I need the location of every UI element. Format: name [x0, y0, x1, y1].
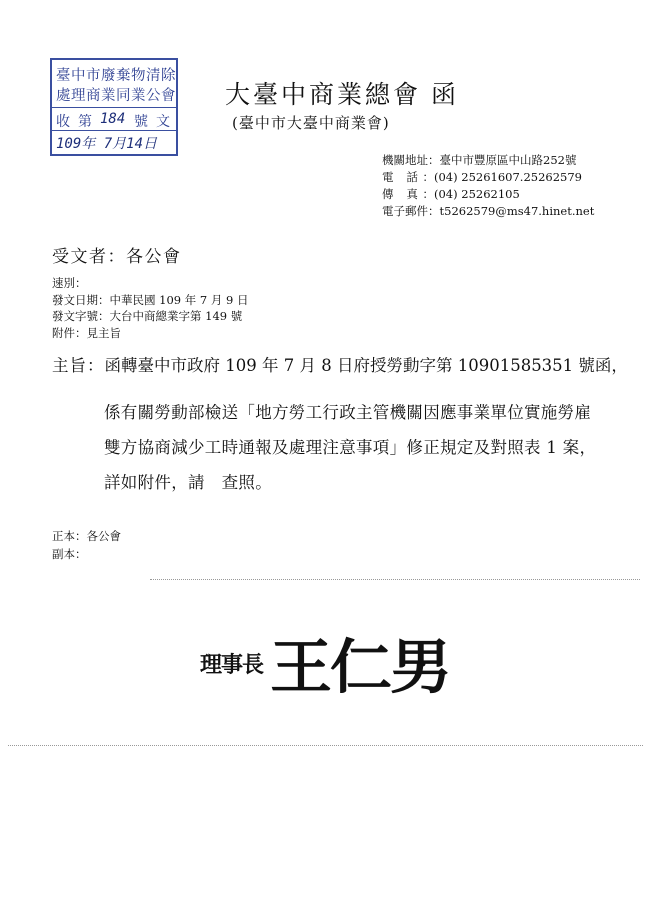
signature-title: 理事長 [200, 652, 264, 678]
contact-address [382, 152, 594, 169]
divider-top [150, 579, 640, 580]
phone-value: (04) 25261607.25262579 [434, 170, 582, 184]
document-meta [52, 275, 249, 341]
stamp-received-suffix: 文 [156, 114, 170, 130]
contact-phone [382, 169, 594, 186]
phone-label: 電 話： [382, 170, 434, 184]
meta-attachment: 附件：見主旨 [52, 325, 121, 340]
subject-line3: 雙方協商減少工時通報及處理注意事項」修正規定及對照表 1 案， [104, 438, 597, 457]
letterhead-subtitle: (臺中市大臺中商業會) [232, 114, 390, 132]
email-value: t5262579@ms47.hinet.net [439, 204, 595, 218]
received-stamp [50, 58, 178, 156]
address-value: 臺中市豐原區中山路252號 [439, 153, 577, 167]
address-label: 機關地址： [382, 153, 440, 167]
divider-bottom [8, 745, 643, 746]
stamp-received-row [52, 107, 176, 131]
stamp-received-number: 184 [100, 111, 126, 127]
subject-heading [52, 352, 628, 380]
stamp-received-prefix: 收 [56, 114, 70, 130]
subject-line4: 詳如附件，請 查照。 [104, 473, 272, 492]
stamp-date: 109年 7月14日 [56, 136, 158, 152]
contact-block [382, 152, 594, 220]
distribution-copy: 副本： [52, 547, 87, 561]
subject-label: 主旨： [52, 356, 105, 375]
fax-value: (04) 25262105 [434, 187, 520, 201]
stamp-received-mid1: 第 [78, 114, 92, 130]
letterhead-title [225, 75, 459, 111]
subject-line2: 係有關勞動部檢送「地方勞工行政主管機關因應事業單位實施勞雇 [104, 403, 592, 422]
contact-fax [382, 186, 594, 203]
subject-line1: 函轉臺中市政府 109 年 7 月 8 日府授勞動字第 10901585351 號函， [104, 356, 628, 375]
meta-speed: 速別： [52, 276, 87, 290]
distribution [52, 527, 121, 563]
recipient: 受文者：各公會 [52, 247, 182, 267]
org-name: 大臺中商業總會 [225, 80, 422, 109]
signature-seal: 王仁男 [270, 632, 451, 702]
meta-ref: 發文字號：大台中商總業字第 149 號 [52, 309, 243, 323]
stamp-org-line1: 臺中市廢棄物清除 [56, 68, 176, 84]
subject-body [104, 395, 596, 500]
stamp-received-mid2: 號 [134, 114, 148, 130]
meta-date: 發文日期：中華民國 109 年 7 月 9 日 [52, 292, 249, 307]
doc-type: 函 [431, 80, 460, 109]
fax-label: 傳 真： [382, 187, 434, 201]
contact-email [382, 203, 594, 220]
distribution-original: 正本：各公會 [52, 529, 121, 543]
stamp-org-line2: 處理商業同業公會 [56, 88, 176, 104]
email-label: 電子郵件： [382, 204, 440, 218]
